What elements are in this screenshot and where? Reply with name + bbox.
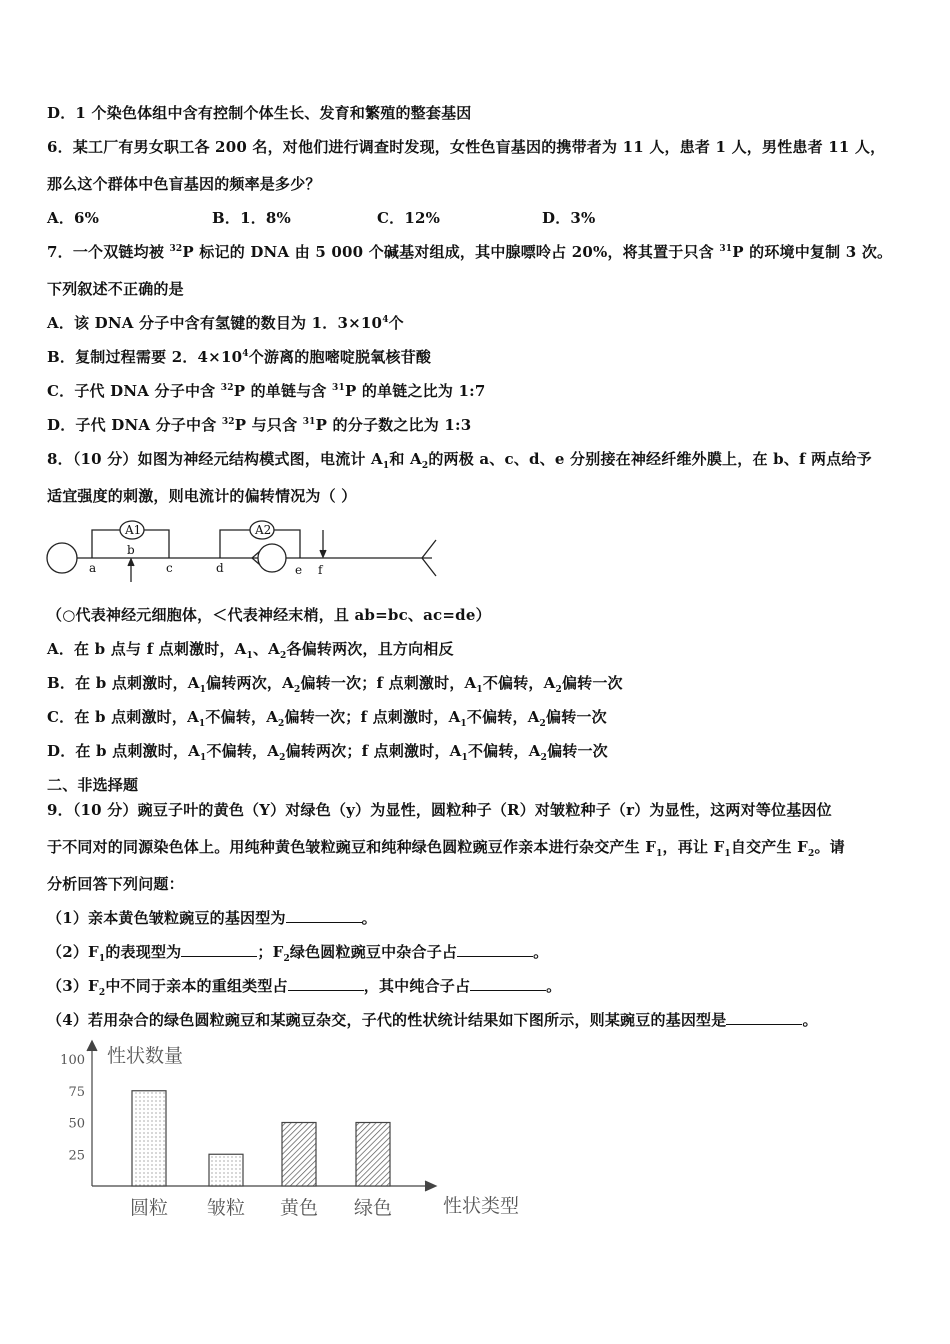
point-b: b (127, 543, 135, 557)
answer-blank[interactable] (288, 976, 364, 991)
x-axis-label: 性状类型 (443, 1195, 520, 1217)
answer-blank[interactable] (470, 976, 546, 991)
q7-stem-line1: 7．一个双链均被 $^{32}$P 标记的 DNA 由 5 000 个碱基对组成，其中腺嘌呤占 20%，将其置于只含 $^{31}$P 的环境中复制 3 次。 (47, 243, 893, 261)
meter-a1-label: A1 (125, 523, 142, 537)
q8-option-a: A．在 b 点与 f 点刺激时，$A_1$、$A_2$各偏转两次，且方向相反 (47, 640, 454, 661)
answer-blank[interactable] (726, 1010, 802, 1025)
q9-part1: （1）亲本黄色皱粒豌豆的基因型为 。 (47, 909, 377, 927)
q6-option-c: C．12% (377, 209, 441, 227)
q6-option-a: A．6% (47, 209, 100, 227)
answer-blank[interactable] (457, 942, 533, 957)
bar-2 (209, 1154, 243, 1186)
q9-part2: $(2)F_1$的表现型为 ；$F_2$绿色圆粒豌豆中杂合子占 。 (47, 943, 549, 964)
q8-option-d: D．在 b 点刺激时，$A_1$不偏转，$A_2$偏转两次；f 点刺激时，$A_1$不偏转，$A_2$偏转一次 (47, 742, 608, 763)
bar-3 (282, 1123, 316, 1187)
q7-option-c: C．子代 DNA 分子中含 $^{32}$P 的单链与含 $^{31}$P 的单链之比为 1:7 (47, 382, 486, 400)
x-category-label: 圆粒 (129, 1197, 169, 1219)
point-e: e (295, 563, 303, 577)
q7-option-a: A．该 DNA 分子中含有氢键的数目为 1．$3\times 10^4$个 (47, 314, 404, 332)
q6-options (47, 208, 907, 228)
q9-stem-line1: 9．（10 分）豌豆子叶的黄色（Y）对绿色（y）为显性，圆粒种子（R）对皱粒种子（r）为显性，这两对等位基因位 (47, 801, 832, 819)
q8-note: （○代表神经元细胞体，＜代表神经末梢，且 ab=bc、ac=de） (47, 606, 491, 624)
q8-option-b: B．在 b 点刺激时，$A_1$偏转两次，$A_2$偏转一次；f 点刺激时，$A_1$不偏转，$A_2$偏转一次 (47, 674, 623, 695)
y-tick-label: 75 (68, 1084, 85, 1100)
q7-option-d: D．子代 DNA 分子中含 $^{32}$P 与只含 $^{31}$P 的分子数之比为 1:3 (47, 416, 472, 434)
y-tick-label: 100 (60, 1053, 85, 1068)
trait-bar-chart (55, 1036, 555, 1226)
y-tick-label: 25 (68, 1148, 85, 1164)
x-category-label: 皱粒 (206, 1197, 246, 1219)
q6-option-b: B．1．8% (212, 209, 292, 227)
point-a: a (89, 561, 97, 575)
q9-stem-line3: 分析回答下列问题： (47, 875, 184, 893)
q8-stem-line2: 适宜强度的刺激，则电流计的偏转情况为（ ） (47, 487, 357, 505)
x-category-label: 黄色 (279, 1197, 319, 1219)
answer-blank[interactable] (181, 942, 257, 957)
neuron-diagram (44, 516, 444, 582)
point-c: c (166, 561, 173, 575)
bar-4 (356, 1123, 390, 1187)
q5-option-d: D．1 个染色体组中含有控制个体生长、发育和繁殖的整套基因 (47, 104, 472, 122)
q7-stem-line2: 下列叙述不正确的是 (47, 280, 184, 298)
answer-blank[interactable] (286, 908, 362, 923)
q6-stem-line2: 那么这个群体中色盲基因的频率是多少？ (47, 175, 321, 193)
cell-body-circle (47, 543, 77, 573)
q9-part4: （4）若用杂合的绿色圆粒豌豆和某豌豆杂交，子代的性状统计结果如下图所示，则某豌豆的基因型是 。 (47, 1011, 818, 1029)
meter-a2-label: A2 (255, 523, 272, 537)
point-d: d (216, 561, 224, 575)
q7-option-b: B．复制过程需要 2．$4\times 10^4$个游离的胞嘧啶脱氧核苷酸 (47, 348, 432, 366)
y-tick-label: 50 (68, 1116, 85, 1132)
q6-stem-line1: 6．某工厂有男女职工各 200 名，对他们进行调查时发现，女性色盲基因的携带者为 11 人，患者 1 人，男性患者 11 人， (47, 138, 886, 156)
y-axis-label: 性状数量 (107, 1045, 184, 1067)
q6-option-d: D．3% (542, 209, 596, 227)
q9-stem-line2: 于不同对的同源染色体上。用纯种黄色皱粒豌豆和纯种绿色圆粒豌豆作亲本进行杂交产生 $F_1$，再让 $F_1$自交产生 $F_2$。请 (47, 838, 845, 859)
q8-stem-line1: 8．（10 分）如图为神经元结构模式图，电流计 $A_1$和 $A_2$的两极 a、c、d、e 分别接在神经纤维外膜上，在 b、f 两点给予 (47, 450, 872, 471)
q9-part3: $(3)F_2$中不同于亲本的重组类型占 ，其中纯合子占 。 (47, 977, 562, 998)
cell-body-circle-2 (258, 544, 286, 572)
section-heading: 二、非选择题 (47, 776, 139, 794)
q8-option-c: C．在 b 点刺激时，$A_1$不偏转，$A_2$偏转一次；f 点刺激时，$A_1$不偏转，$A_2$偏转一次 (47, 708, 607, 729)
point-f: f (318, 563, 323, 577)
x-category-label: 绿色 (353, 1197, 393, 1219)
bar-1 (132, 1091, 166, 1186)
